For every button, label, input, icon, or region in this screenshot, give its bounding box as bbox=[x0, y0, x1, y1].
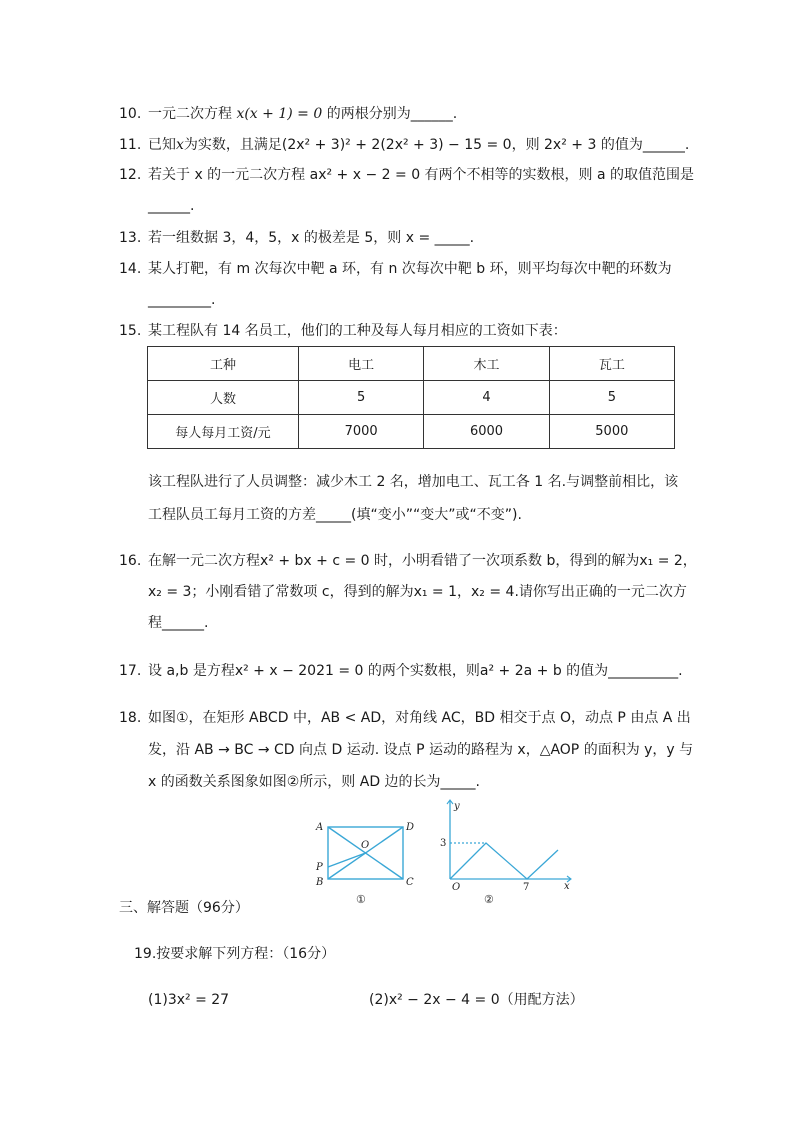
table-header: 瓦工 bbox=[549, 347, 674, 381]
question-number: 16. bbox=[119, 553, 142, 569]
x-axis-label: x bbox=[564, 881, 570, 892]
question-text: 在解一元二次方程x² + bx + c = 0 时，小明看错了一次项系数 b，得到的解为x₁ = 2， bbox=[148, 553, 697, 569]
question-10 bbox=[119, 105, 457, 123]
question-number: 11. bbox=[119, 137, 142, 153]
label-b: B bbox=[316, 877, 324, 888]
question-14 bbox=[119, 260, 672, 278]
wage-table bbox=[147, 346, 675, 449]
question-15-text-2: 工程队员工每月工资的方差_____(填“变小”“变大”或“不变”). bbox=[148, 507, 522, 523]
question-text: 如图①，在矩形 ABCD 中，AB < AD，对角线 AC，BD 相交于点 O，动点 P 由点 A 出 bbox=[148, 710, 691, 726]
question-15-text-1: 该工程队进行了人员调整：减少木工 2 名，增加电工、瓦工各 1 名.与调整前相比，该 bbox=[148, 474, 679, 490]
question-number: 12. bbox=[119, 167, 142, 183]
origin-label: O bbox=[452, 882, 461, 893]
y-tick-label: 3 bbox=[440, 838, 447, 849]
question-19-part-2: (2)x² − 2x − 4 = 0（用配方法） bbox=[369, 992, 584, 1008]
figure-caption: ② bbox=[484, 893, 494, 906]
question-text: 若关于 x 的一元二次方程 ax² + x − 2 = 0 有两个不相等的实数根，则 a 的取值范围是 bbox=[148, 167, 695, 183]
table-cell: 6000 bbox=[424, 415, 549, 449]
table-header: 工种 bbox=[148, 347, 299, 381]
question-12 bbox=[119, 166, 694, 184]
question-18-text-2: 发，沿 AB → BC → CD 向点 D 运动. 设点 P 运动的路程为 x，△AOP 的面积为 y，y 与 bbox=[148, 742, 694, 758]
question-number: 18. bbox=[119, 710, 142, 726]
question-14-blank: _________. bbox=[148, 292, 216, 308]
question-15 bbox=[119, 322, 567, 340]
table-cell: 5 bbox=[549, 381, 674, 415]
question-number: 13. bbox=[119, 230, 142, 246]
question-text: 的两根分别为______. bbox=[326, 106, 458, 122]
question-text: 某工程队有 14 名员工，他们的工种及每人每月相应的工资如下表： bbox=[148, 323, 567, 339]
label-a: A bbox=[316, 822, 324, 833]
table-header: 木工 bbox=[424, 347, 549, 381]
question-16-text-2: x₂ = 3；小刚看错了常数项 c，得到的解为x₁ = 1，x₂ = 4.请你写出正确的一元二次方 bbox=[148, 584, 687, 600]
x-tick-label: 7 bbox=[523, 882, 530, 893]
question-12-blank: ______. bbox=[148, 198, 195, 214]
variable: x bbox=[176, 137, 184, 153]
question-17 bbox=[119, 662, 683, 680]
function-curve bbox=[450, 843, 558, 879]
section-heading: 三、解答题（96分） bbox=[119, 900, 249, 916]
table-row bbox=[148, 415, 675, 449]
question-number: 15. bbox=[119, 323, 142, 339]
question-text: 若一组数据 3，4，5，x 的极差是 5，则 x = _____. bbox=[148, 230, 475, 246]
figure-rectangle bbox=[310, 815, 420, 907]
question-number: 10. bbox=[119, 106, 142, 122]
label-c: C bbox=[406, 877, 414, 888]
question-number: 14. bbox=[119, 261, 142, 277]
table-cell: 4 bbox=[424, 381, 549, 415]
table-row bbox=[148, 381, 675, 415]
question-text: 某人打靶，有 m 次每次中靶 a 环，有 n 次每次中靶 b 环，则平均每次中靶的环数为 bbox=[148, 261, 672, 277]
question-19-part-1: (1)3x² = 27 bbox=[148, 992, 230, 1008]
question-text: 已知 bbox=[148, 137, 176, 153]
segment-op bbox=[328, 853, 366, 867]
table-header: 电工 bbox=[299, 347, 424, 381]
table-header-row bbox=[148, 347, 675, 381]
question-11 bbox=[119, 136, 689, 154]
label-d: D bbox=[406, 822, 415, 833]
table-cell: 5 bbox=[299, 381, 424, 415]
table-cell: 5000 bbox=[549, 415, 674, 449]
label-o: O bbox=[361, 840, 370, 851]
table-cell: 7000 bbox=[299, 415, 424, 449]
table-cell: 每人每月工资/元 bbox=[148, 415, 299, 449]
question-19: 19.按要求解下列方程：（16分） bbox=[134, 946, 336, 962]
question-text: 为实数，且满足(2x² + 3)² + 2(2x² + 3) − 15 = 0，则 2x² + 3 的值为______. bbox=[183, 137, 690, 153]
y-axis-label: y bbox=[454, 801, 460, 812]
question-text: 一元二次方程 bbox=[148, 106, 232, 122]
question-18 bbox=[119, 709, 691, 727]
question-text: 设 a,b 是方程x² + x − 2021 = 0 的两个实数根，则a² + 2a + b 的值为__________. bbox=[148, 663, 683, 679]
question-13 bbox=[119, 229, 474, 247]
figure-caption: ① bbox=[356, 893, 366, 906]
question-18-text-3: x 的函数关系图象如图②所示，则 AD 边的长为_____. bbox=[148, 774, 480, 790]
equation: x(x + 1) = 0 bbox=[236, 106, 323, 122]
question-number: 17. bbox=[119, 663, 142, 679]
figure-graph bbox=[436, 795, 576, 907]
label-p: P bbox=[316, 862, 323, 873]
question-16-text-3: 程______. bbox=[148, 615, 209, 631]
table-cell: 人数 bbox=[148, 381, 299, 415]
question-16 bbox=[119, 552, 697, 570]
